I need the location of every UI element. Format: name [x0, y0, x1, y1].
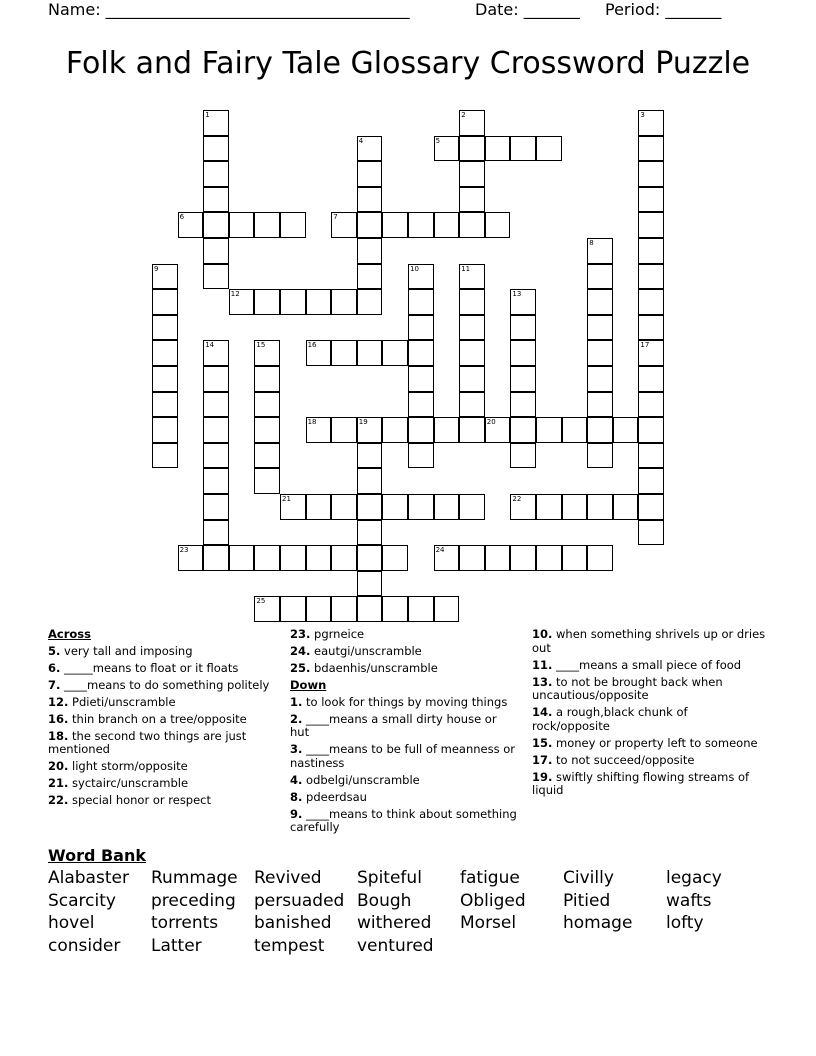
grid-cell[interactable] [331, 212, 357, 238]
clue-number: 15 [256, 341, 266, 350]
clue-number: 19 [358, 418, 368, 427]
grid-cell[interactable] [254, 392, 280, 418]
grid-cell[interactable] [203, 520, 229, 546]
clues-column-3 [532, 628, 768, 801]
clue-item [48, 777, 278, 791]
grid-cell[interactable] [408, 289, 434, 315]
grid-cell[interactable] [587, 366, 613, 392]
clue-number-label: 7. [48, 677, 61, 692]
grid-cell[interactable] [178, 545, 204, 571]
grid-cell[interactable] [152, 315, 178, 341]
clue-text: odbelgi/unscramble [306, 772, 420, 787]
grid-cell[interactable] [408, 417, 434, 443]
clue-text: ____means a small dirty house or hut [290, 711, 497, 740]
word-bank-title: Word Bank [48, 846, 147, 865]
grid-cell[interactable] [306, 545, 332, 571]
clue-number-label: 21. [48, 776, 69, 791]
grid-cell[interactable] [510, 417, 536, 443]
word-bank-word: Latter [151, 936, 202, 957]
word-bank-word: persuaded [254, 890, 345, 911]
word-bank-word: Scarcity [48, 890, 116, 911]
grid-cell[interactable] [357, 187, 383, 213]
grid-cell[interactable] [306, 494, 332, 520]
clue-number-label: 3. [290, 742, 303, 757]
word-bank-word: consider [48, 936, 121, 957]
grid-cell[interactable] [459, 340, 485, 366]
clue-text: ____means a small piece of food [556, 657, 742, 672]
grid-cell[interactable] [203, 161, 229, 187]
word-bank-word: torrents [151, 913, 219, 934]
clue-number: 25 [256, 597, 266, 606]
grid-cell[interactable] [434, 212, 460, 238]
grid-cell[interactable] [587, 340, 613, 366]
clue-item [48, 730, 278, 757]
clue-number: 4 [358, 136, 364, 145]
word-bank-word: Spiteful [357, 868, 422, 888]
grid-cell[interactable] [510, 136, 536, 162]
grid-cell[interactable] [203, 238, 229, 264]
grid-cell[interactable] [306, 340, 332, 366]
grid-cell[interactable] [562, 545, 588, 571]
word-bank-word: preceding [151, 890, 236, 911]
clue-number-label: 9. [290, 806, 303, 821]
word-bank-word: wafts [666, 890, 712, 911]
clue-item [290, 645, 518, 659]
clue-item [532, 628, 768, 655]
clue-number: 2 [461, 111, 466, 119]
clue-item [532, 754, 768, 768]
clue-number-label: 4. [290, 772, 303, 787]
clue-number-label: 11. [532, 657, 553, 672]
grid-cell[interactable] [459, 264, 485, 290]
clue-number-label: 8. [290, 789, 303, 804]
grid-cell[interactable] [357, 571, 383, 597]
grid-cell[interactable] [562, 494, 588, 520]
clue-text: Pdieti/unscramble [72, 694, 176, 709]
grid-cell[interactable] [638, 443, 664, 469]
clue-item [48, 645, 278, 659]
grid-cell[interactable] [638, 161, 664, 187]
grid-cell[interactable] [459, 366, 485, 392]
clue-number-label: 12. [48, 694, 69, 709]
word-bank-word: Morsel [460, 913, 517, 934]
grid-cell[interactable] [203, 392, 229, 418]
grid-cell[interactable] [254, 596, 280, 622]
grid-cell[interactable] [331, 545, 357, 571]
grid-cell[interactable] [152, 340, 178, 366]
grid-cell[interactable] [152, 366, 178, 392]
grid-cell[interactable] [203, 340, 229, 366]
grid-cell[interactable] [357, 494, 383, 520]
clue-number-label: 24. [290, 643, 311, 658]
clue-item [532, 676, 768, 703]
grid-cell[interactable] [382, 340, 408, 366]
grid-cell[interactable] [152, 289, 178, 315]
clue-item [48, 713, 278, 727]
grid-cell[interactable] [459, 417, 485, 443]
word-bank-word: Obliged [460, 890, 526, 911]
grid-cell[interactable] [254, 289, 280, 315]
grid-cell[interactable] [510, 289, 536, 315]
clue-text: swiftly shifting flowing streams of liquid [532, 769, 750, 798]
grid-cell[interactable] [638, 468, 664, 494]
grid-cell[interactable] [280, 289, 306, 315]
grid-cell[interactable] [229, 212, 255, 238]
grid-cell[interactable] [357, 545, 383, 571]
clue-number-label: 5. [48, 643, 61, 658]
grid-cell[interactable] [587, 545, 613, 571]
grid-cell[interactable] [459, 392, 485, 418]
clue-number-label: 22. [48, 793, 69, 808]
grid-cell[interactable] [331, 340, 357, 366]
grid-cell[interactable] [536, 494, 562, 520]
grid-cell[interactable] [459, 212, 485, 238]
grid-cell[interactable] [357, 264, 383, 290]
grid-cell[interactable] [229, 289, 255, 315]
clue-text: when something shrivels up or dries out [532, 627, 766, 655]
grid-cell[interactable] [229, 545, 255, 571]
grid-cell[interactable] [459, 187, 485, 213]
word-bank-word: hovel [48, 913, 95, 934]
grid-cell[interactable] [203, 443, 229, 469]
page-title: Folk and Fairy Tale Glossary Crossword Puzzle [65, 46, 751, 81]
word-bank-word: Revived [254, 868, 322, 888]
word-bank-word: lofty [666, 913, 704, 934]
word-bank-word: Bough [357, 890, 412, 911]
grid-cell[interactable] [254, 417, 280, 443]
grid-cell[interactable] [638, 315, 664, 341]
grid-cell[interactable] [331, 289, 357, 315]
clue-item [48, 662, 278, 676]
grid-cell[interactable] [536, 417, 562, 443]
grid-cell[interactable] [357, 520, 383, 546]
word-bank-word: ventured [357, 936, 434, 957]
grid-cell[interactable] [587, 238, 613, 264]
grid-cell[interactable] [280, 212, 306, 238]
grid-cell[interactable] [459, 545, 485, 571]
grid-cell[interactable] [357, 212, 383, 238]
grid-cell[interactable] [203, 187, 229, 213]
clue-number-label: 23. [290, 627, 311, 641]
clue-number: 16 [307, 341, 317, 350]
clue-item [290, 696, 518, 710]
grid-cell[interactable] [459, 315, 485, 341]
clue-text: light storm/opposite [72, 759, 188, 774]
grid-cell[interactable] [331, 417, 357, 443]
grid-cell[interactable] [485, 212, 511, 238]
clue-text: very tall and imposing [64, 643, 193, 658]
grid-cell[interactable] [459, 494, 485, 520]
grid-cell[interactable] [357, 417, 383, 443]
clue-number: 21 [282, 495, 291, 503]
grid-cell[interactable] [203, 545, 229, 571]
grid-cell[interactable] [408, 340, 434, 366]
clue-number: 23 [179, 546, 189, 555]
grid-cell[interactable] [382, 212, 408, 238]
grid-cell[interactable] [382, 596, 408, 622]
grid-cell[interactable] [510, 392, 536, 418]
clue-number: 6 [179, 213, 185, 222]
clue-item [48, 679, 278, 693]
clue-number-label: 10. [532, 627, 553, 641]
grid-cell[interactable] [306, 289, 332, 315]
grid-cell[interactable] [408, 596, 434, 622]
clue-number: 7 [333, 213, 338, 222]
clue-number: 17 [640, 341, 650, 350]
clue-number-label: 14. [532, 705, 553, 720]
word-bank-word: banished [254, 913, 332, 934]
grid-cell[interactable] [459, 289, 485, 315]
clue-number-label: 16. [48, 711, 69, 726]
grid-cell[interactable] [357, 340, 383, 366]
clues-column-2 [290, 628, 518, 838]
clue-number: 11 [461, 264, 471, 273]
clue-number-label: 18. [48, 728, 69, 743]
grid-cell[interactable] [587, 443, 613, 469]
grid-cell[interactable] [331, 494, 357, 520]
clue-number: 9 [154, 264, 159, 273]
grid-cell[interactable] [613, 417, 639, 443]
clue-text: eautgi/unscramble [314, 643, 422, 658]
grid-cell[interactable] [357, 443, 383, 469]
grid-cell[interactable] [510, 494, 536, 520]
word-bank-word: Civilly [563, 868, 614, 888]
clue-item [290, 628, 518, 642]
clue-item [532, 771, 768, 798]
clue-text: the second two things are just mentioned [48, 728, 247, 757]
grid-cell[interactable] [152, 392, 178, 418]
grid-cell[interactable] [357, 468, 383, 494]
grid-cell[interactable] [510, 315, 536, 341]
grid-cell[interactable] [178, 212, 204, 238]
grid-cell[interactable] [203, 212, 229, 238]
clue-number-label: 13. [532, 674, 553, 689]
grid-cell[interactable] [280, 494, 306, 520]
grid-cell[interactable] [613, 494, 639, 520]
grid-cell[interactable] [254, 443, 280, 469]
clue-item [532, 659, 768, 673]
clue-number-label: 6. [48, 660, 61, 675]
grid-cell[interactable] [536, 545, 562, 571]
grid-cell[interactable] [638, 187, 664, 213]
grid-cell[interactable] [254, 468, 280, 494]
grid-cell[interactable] [203, 494, 229, 520]
clue-number-label: 20. [48, 759, 69, 774]
grid-cell[interactable] [587, 315, 613, 341]
grid-cell[interactable] [587, 392, 613, 418]
clue-text: _____means to float or it floats [64, 660, 239, 675]
grid-cell[interactable] [638, 494, 664, 520]
clue-number-label: 15. [532, 735, 553, 750]
clue-text: ____means to think about something carefully [290, 806, 517, 835]
clue-text: to look for things by moving things [306, 694, 508, 709]
clue-number: 13 [512, 290, 522, 299]
grid-cell[interactable] [536, 136, 562, 162]
clue-number: 1 [205, 111, 210, 119]
clues-column-1 [48, 628, 278, 811]
word-bank-word: homage [563, 913, 633, 934]
grid-cell[interactable] [152, 264, 178, 290]
grid-cell[interactable] [638, 110, 664, 136]
grid-cell[interactable] [434, 545, 460, 571]
grid-cell[interactable] [382, 545, 408, 571]
grid-cell[interactable] [510, 443, 536, 469]
grid-cell[interactable] [587, 417, 613, 443]
grid-cell[interactable] [408, 264, 434, 290]
grid-cell[interactable] [638, 264, 664, 290]
grid-cell[interactable] [152, 417, 178, 443]
grid-cell[interactable] [382, 494, 408, 520]
clue-text: ____means to do something politely [64, 677, 270, 692]
grid-cell[interactable] [408, 494, 434, 520]
grid-cell[interactable] [408, 212, 434, 238]
grid-cell[interactable] [434, 596, 460, 622]
clue-text: special honor or respect [72, 793, 212, 808]
clue-number-label: 17. [532, 752, 553, 767]
clue-number-label: 19. [532, 769, 553, 784]
grid-cell[interactable] [203, 136, 229, 162]
clue-number: 3 [640, 111, 645, 119]
clue-item [290, 808, 518, 835]
clue-number: 10 [410, 264, 419, 273]
grid-cell[interactable] [485, 545, 511, 571]
grid-cell[interactable] [382, 417, 408, 443]
grid-cell[interactable] [638, 417, 664, 443]
clue-number: 5 [435, 136, 441, 145]
word-bank-word: tempest [254, 936, 325, 957]
grid-cell[interactable] [485, 136, 511, 162]
word-bank-word: Alabaster [48, 868, 129, 888]
grid-cell[interactable] [408, 392, 434, 418]
grid-cell[interactable] [357, 238, 383, 264]
grid-cell[interactable] [408, 366, 434, 392]
clue-text: pgrneice [314, 627, 365, 641]
clue-number: 24 [435, 546, 445, 555]
clue-item [48, 794, 278, 808]
date-field[interactable]: Date: _______ [475, 0, 580, 19]
grid-cell[interactable] [587, 494, 613, 520]
grid-cell[interactable] [203, 264, 229, 290]
grid-cell[interactable] [203, 366, 229, 392]
clue-text: thin branch on a tree/opposite [72, 711, 247, 726]
grid-cell[interactable] [280, 596, 306, 622]
grid-cell[interactable] [459, 110, 485, 136]
word-bank-word: Pitied [563, 890, 611, 911]
clue-item [290, 774, 518, 788]
grid-cell[interactable] [203, 468, 229, 494]
grid-cell[interactable] [357, 289, 383, 315]
clue-number: 22 [512, 495, 522, 503]
name-field[interactable]: Name: ______________________________________ [48, 0, 410, 19]
clue-item [532, 706, 768, 733]
grid-cell[interactable] [587, 289, 613, 315]
grid-cell[interactable] [587, 264, 613, 290]
clue-item [290, 713, 518, 740]
clue-item [532, 737, 768, 751]
grid-cell[interactable] [306, 417, 332, 443]
grid-cell[interactable] [434, 494, 460, 520]
grid-cell[interactable] [203, 110, 229, 136]
grid-cell[interactable] [638, 212, 664, 238]
grid-cell[interactable] [638, 136, 664, 162]
grid-cell[interactable] [203, 417, 229, 443]
clue-item [48, 696, 278, 710]
clue-item [290, 791, 518, 805]
clue-number: 12 [230, 290, 240, 299]
grid-cell[interactable] [254, 212, 280, 238]
clue-item [48, 760, 278, 774]
grid-cell[interactable] [357, 596, 383, 622]
grid-cell[interactable] [638, 289, 664, 315]
clue-number-label: 2. [290, 711, 303, 726]
clue-number: 18 [307, 418, 317, 427]
word-bank-word: Rummage [151, 868, 238, 888]
clue-text: to not be brought back when uncautious/opposite [532, 674, 723, 703]
grid-cell[interactable] [331, 596, 357, 622]
clue-item [290, 743, 518, 770]
grid-cell[interactable] [510, 545, 536, 571]
clue-text: pdeerdsau [306, 789, 367, 804]
grid-cell[interactable] [510, 340, 536, 366]
grid-cell[interactable] [638, 340, 664, 366]
grid-cell[interactable] [638, 392, 664, 418]
clue-text: to not succeed/opposite [556, 752, 695, 767]
grid-cell[interactable] [434, 417, 460, 443]
clue-number: 14 [205, 341, 215, 350]
clue-number: 8 [589, 239, 594, 247]
clue-text: money or property left to someone [556, 735, 758, 750]
clue-number-label: 1. [290, 694, 303, 709]
clue-number-label: 25. [290, 660, 311, 675]
grid-cell[interactable] [408, 315, 434, 341]
clue-number: 20 [486, 418, 496, 427]
period-field[interactable]: Period: _______ [605, 0, 722, 19]
grid-cell[interactable] [408, 443, 434, 469]
grid-cell[interactable] [254, 545, 280, 571]
grid-cell[interactable] [254, 366, 280, 392]
grid-cell[interactable] [638, 238, 664, 264]
grid-cell[interactable] [510, 366, 536, 392]
grid-cell[interactable] [306, 596, 332, 622]
clue-text: syctairc/unscramble [72, 776, 189, 791]
grid-cell[interactable] [485, 417, 511, 443]
across-heading: Across [48, 627, 91, 641]
grid-cell[interactable] [459, 136, 485, 162]
grid-cell[interactable] [152, 443, 178, 469]
clue-text: a rough,black chunk of rock/opposite [532, 705, 688, 733]
grid-cell[interactable] [254, 340, 280, 366]
word-bank-word: legacy [666, 868, 722, 888]
grid-cell[interactable] [562, 417, 588, 443]
grid-cell[interactable] [638, 366, 664, 392]
grid-cell[interactable] [434, 136, 460, 162]
down-heading: Down [290, 677, 327, 692]
grid-cell[interactable] [357, 161, 383, 187]
word-bank-word: fatigue [460, 868, 520, 888]
word-bank-word: withered [357, 913, 432, 934]
grid-cell[interactable] [280, 545, 306, 571]
clue-item [290, 662, 518, 676]
grid-cell[interactable] [357, 136, 383, 162]
grid-cell[interactable] [638, 520, 664, 546]
grid-cell[interactable] [459, 161, 485, 187]
clue-text: ____means to be full of meanness or nastiness [290, 742, 516, 770]
clue-text: bdaenhis/unscramble [314, 660, 438, 675]
